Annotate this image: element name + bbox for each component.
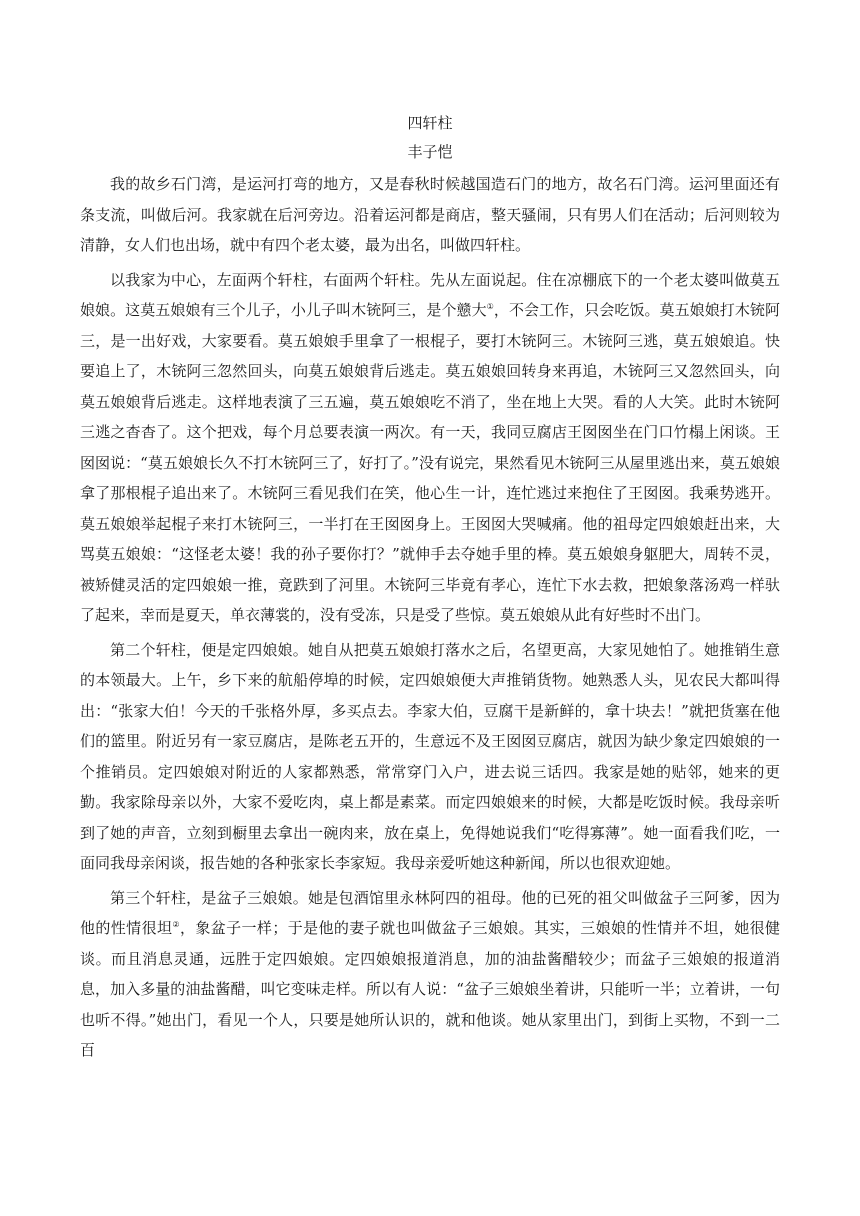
paragraph-2 [80, 265, 780, 631]
paragraph-text: 我的故乡石门湾，是运河打弯的地方，又是春秋时候越国造石门的地方，故名石门湾。运河里面还有条支流，叫做后河。我家就在后河旁边。沿着运河都是商店，整天骚闹，只有男人们在活动；后河则较为清静，女人们也出场，就中有四个老太婆，最为出名，叫做四轩柱。 [80, 175, 780, 254]
footnote-marker: ② [172, 920, 180, 929]
article-title: 四轩柱 [407, 114, 453, 132]
footnote-marker: ① [486, 302, 494, 311]
paragraph-text: ，不会工作，只会吃饭。莫五娘娘打木铳阿三，是一出好戏，大家要看。莫五娘娘手里拿了一根棍子，要打木铳阿三。木铳阿三逃，莫五娘娘追。快要追上了，木铳阿三忽然回头，向莫五娘娘背后逃走。莫五娘娘回转身来再追，木铳阿三又忽然回头，向莫五娘娘背后逃走。这样地表演了三五遍，莫五娘娘吃不消了，坐在地上大哭。看的人大笑。此时木铳阿三逃之杳杳了。这个把戏，每个月总要表演一两次。有一天，我同豆腐店王囡囡坐在门口竹榻上闲谈。王囡囡说：“莫五娘娘长久不打木铳阿三了，好打了。”没有说完，果然看见木铳阿三从屋里逃出来，莫五娘娘拿了那根棍子追出来了。木铳阿三看见我们在笑，他心生一计，连忙逃过来抱住了王囡囡。我乘势逃开。莫五娘娘举起棍子来打木铳阿三，一半打在王囡囡身上。王囡囡大哭喊痛。他的祖母定四娘娘赶出来，大骂莫五娘娘：“这怪老太婆！我的孙子要你打？”就伸手去夺她手里的棒。莫五娘娘身躯肥大，周转不灵，被矫健灵活的定四娘娘一推，竟跌到了河里。木铳阿三毕竟有孝心，连忙下水去救，把娘象落汤鸡一样驮了起来，幸而是夏天，单衣薄裳的，没有受冻，只是受了些惊。莫五娘娘从此有好些时不出门。 [80, 301, 780, 624]
paragraph-text: 第二个轩柱，便是定四娘娘。她自从把莫五娘娘打落水之后，名望更高，大家见她怕了。她推销生意的本领最大。上午，乡下来的航船停埠的时候，定四娘娘便大声推销货物。她熟悉人头，见农民大都叫得出：“张家大伯！今天的千张格外厚，多买点去。李家大伯，豆腐干是新鲜的，拿十块去！”就把货塞在他们的篮里。附近另有一家豆腐店，是陈老五开的，生意远不及王囡囡豆腐店，就因为缺少象定四娘娘的一个推销员。定四娘娘对附近的人家都熟悉，常常穿门入户，进去说三话四。我家是她的贴邻，她来的更勤。我家除母亲以外，大家不爱吃肉，桌上都是素菜。而定四娘娘来的时候，大都是吃饭时候。我母亲听到了她的声音，立刻到橱里去拿出一碗肉来，放在桌上，免得她说我们“吃得寡薄”。她一面看我们吃，一面同我母亲闲谈，报告她的各种张家长李家短。我母亲爱听她这种新闻，所以也很欢迎她。 [80, 640, 780, 872]
paragraph-text: 第三个轩柱，是盆子三娘娘。她是包酒馆里永林阿四的祖母。他的已死的祖父叫做盆子三阿爹，因为他的性情很坦 [80, 888, 780, 937]
article [80, 111, 780, 1066]
paragraph-text: ，象盆子一样；于是他的妻子就也叫做盆子三娘娘。其实，三娘娘的性情并不坦，她很健谈。而且消息灵通，远胜于定四娘娘。定四娘娘报道消息，加的油盐酱醋较少；而盆子三娘娘的报道消息，加入多量的油盐酱醋，叫它变味走样。所以有人说：“盆子三娘娘坐着讲，只能听一半；立着讲，一句也听不得。”她出门，看见一个人，只要是她所认识的，就和他谈。她从家里出门，到街上买物，不到一二百 [80, 919, 780, 1059]
paragraph-1 [80, 169, 780, 261]
paragraph-text: 以我家为中心，左面两个轩柱，右面两个轩柱。先从左面说起。住在凉棚底下的一个老太婆叫做莫五娘娘。这莫五娘娘有三个儿子，小儿子叫木铳阿三，是个戆大 [80, 270, 780, 319]
article-author: 丰子恺 [407, 143, 453, 161]
paragraph-4 [80, 883, 780, 1066]
article-body [80, 169, 780, 1066]
paragraph-3 [80, 635, 780, 879]
